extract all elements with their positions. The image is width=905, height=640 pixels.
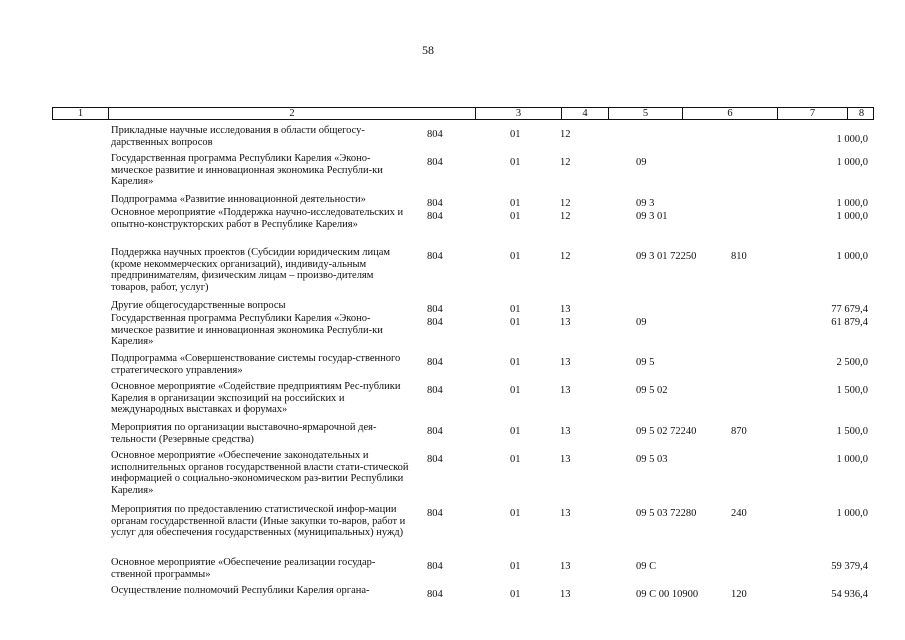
row-col-3: 804 — [427, 426, 443, 437]
header-col-2: 2 — [108, 108, 475, 119]
row-name: Другие общегосударственные вопросы — [111, 300, 286, 311]
row-col-6: 09 5 — [636, 357, 655, 368]
row-col-3: 804 — [427, 385, 443, 396]
row-col-5: 13 — [560, 508, 571, 519]
row-col-3: 804 — [427, 251, 443, 262]
row-name: Мероприятия по предоставлению статистической инфор-мации органам государственной власти (Иные закупки то-варов, работ и услуг для обеспечения государственных (муниципальных) нужд) — [111, 504, 406, 539]
row-col-8: 1 000,0 — [836, 454, 868, 465]
row-col-8: 1 500,0 — [836, 385, 868, 396]
row-col-4: 01 — [510, 357, 521, 368]
row-col-8: 59 379,4 — [831, 561, 868, 572]
row-col-4: 01 — [510, 198, 521, 209]
row-name: Прикладные научные исследования в области общегосу-дарственных вопросов — [111, 125, 365, 148]
row-col-3: 804 — [427, 561, 443, 572]
row-col-5: 12 — [560, 129, 571, 140]
row-col-4: 01 — [510, 251, 521, 262]
row-col-6: 09 — [636, 157, 647, 168]
row-col-6: 09 5 02 72240 — [636, 426, 697, 437]
row-col-4: 01 — [510, 561, 521, 572]
row-col-5: 12 — [560, 198, 571, 209]
row-col-4: 01 — [510, 589, 521, 600]
table-header — [52, 107, 874, 120]
row-col-5: 12 — [560, 251, 571, 262]
row-name: Основное мероприятие «Обеспечение законодательных и исполнительных органов государственной власти стати-стической информацией о социально-экономическом раз-витии Республики Карелия» — [111, 450, 409, 496]
row-col-5: 13 — [560, 385, 571, 396]
page-number: 58 — [422, 43, 434, 57]
row-col-7: 870 — [731, 426, 747, 437]
row-col-3: 804 — [427, 198, 443, 209]
header-col-4: 4 — [561, 108, 608, 119]
row-col-6: 09 5 03 — [636, 454, 668, 465]
row-col-5: 13 — [560, 304, 571, 315]
row-col-6: 09 С — [636, 561, 657, 572]
row-col-7: 240 — [731, 508, 747, 519]
row-name: Государственная программа Республики Карелия «Эконо-мическое развитие и инновационная экономика Республи-ки Карелия» — [111, 313, 383, 348]
row-name: Основное мероприятие «Обеспечение реализации государ-ственной программы» — [111, 557, 376, 580]
header-col-8: 8 — [847, 108, 875, 119]
row-col-3: 804 — [427, 157, 443, 168]
row-col-5: 12 — [560, 211, 571, 222]
row-name: Осуществление полномочий Республики Карелия органа- — [111, 585, 370, 596]
row-col-4: 01 — [510, 304, 521, 315]
row-col-3: 804 — [427, 589, 443, 600]
row-col-4: 01 — [510, 211, 521, 222]
row-col-8: 54 936,4 — [831, 589, 868, 600]
row-col-3: 804 — [427, 304, 443, 315]
row-name: Мероприятия по организации выставочно-ярмарочной дея-тельности (Резервные средства) — [111, 422, 377, 445]
row-col-5: 13 — [560, 589, 571, 600]
row-col-5: 13 — [560, 317, 571, 328]
row-col-8: 61 879,4 — [831, 317, 868, 328]
row-col-8: 1 000,0 — [836, 134, 868, 145]
header-col-6: 6 — [682, 108, 777, 119]
row-col-8: 1 000,0 — [836, 198, 868, 209]
row-col-3: 804 — [427, 317, 443, 328]
row-col-8: 1 000,0 — [836, 157, 868, 168]
row-col-6: 09 3 01 — [636, 211, 668, 222]
row-name: Основное мероприятие «Содействие предприятиям Рес-публики Карелия в организации экспозиций на российских и международных выставках и форумах» — [111, 381, 401, 416]
row-col-4: 01 — [510, 508, 521, 519]
row-col-6: 09 3 01 72250 — [636, 251, 697, 262]
row-col-7: 120 — [731, 589, 747, 600]
row-name: Подпрограмма «Совершенствование системы государ-ственного стратегического управления» — [111, 353, 401, 376]
row-name: Основное мероприятие «Поддержка научно-исследовательских и опытно-конструкторских работ в Республике Карелия» — [111, 207, 404, 230]
header-col-3: 3 — [475, 108, 561, 119]
row-col-3: 804 — [427, 454, 443, 465]
row-col-4: 01 — [510, 426, 521, 437]
row-col-3: 804 — [427, 211, 443, 222]
row-name: Государственная программа Республики Карелия «Эконо-мическое развитие и инновационная экономика Республи-ки Карелия» — [111, 153, 383, 188]
row-col-4: 01 — [510, 157, 521, 168]
row-col-4: 01 — [510, 317, 521, 328]
row-col-8: 1 500,0 — [836, 426, 868, 437]
row-col-6: 09 — [636, 317, 647, 328]
header-col-5: 5 — [608, 108, 682, 119]
row-col-3: 804 — [427, 129, 443, 140]
row-name: Подпрограмма «Развитие инновационной деятельности» — [111, 194, 366, 205]
row-col-3: 804 — [427, 508, 443, 519]
header-col-7: 7 — [777, 108, 847, 119]
row-col-8: 1 000,0 — [836, 251, 868, 262]
row-col-5: 12 — [560, 157, 571, 168]
row-col-6: 09 5 02 — [636, 385, 668, 396]
row-col-3: 804 — [427, 357, 443, 368]
row-col-6: 09 3 — [636, 198, 655, 209]
row-col-8: 1 000,0 — [836, 508, 868, 519]
row-col-5: 13 — [560, 561, 571, 572]
row-name: Поддержка научных проектов (Субсидии юридическим лицам (кроме некоммерческих организаций), индивиду-альным предпринимателям, физическим лицам – произво-дителям товаров, работ, услуг) — [111, 247, 391, 293]
row-col-5: 13 — [560, 357, 571, 368]
row-col-5: 13 — [560, 454, 571, 465]
row-col-8: 2 500,0 — [836, 357, 868, 368]
row-col-8: 1 000,0 — [836, 211, 868, 222]
row-col-6: 09 С 00 10900 — [636, 589, 699, 600]
row-col-6: 09 5 03 72280 — [636, 508, 697, 519]
row-col-4: 01 — [510, 454, 521, 465]
row-col-8: 77 679,4 — [831, 304, 868, 315]
row-col-7: 810 — [731, 251, 747, 262]
row-col-5: 13 — [560, 426, 571, 437]
row-col-4: 01 — [510, 385, 521, 396]
row-col-4: 01 — [510, 129, 521, 140]
header-col-1: 1 — [77, 108, 84, 119]
